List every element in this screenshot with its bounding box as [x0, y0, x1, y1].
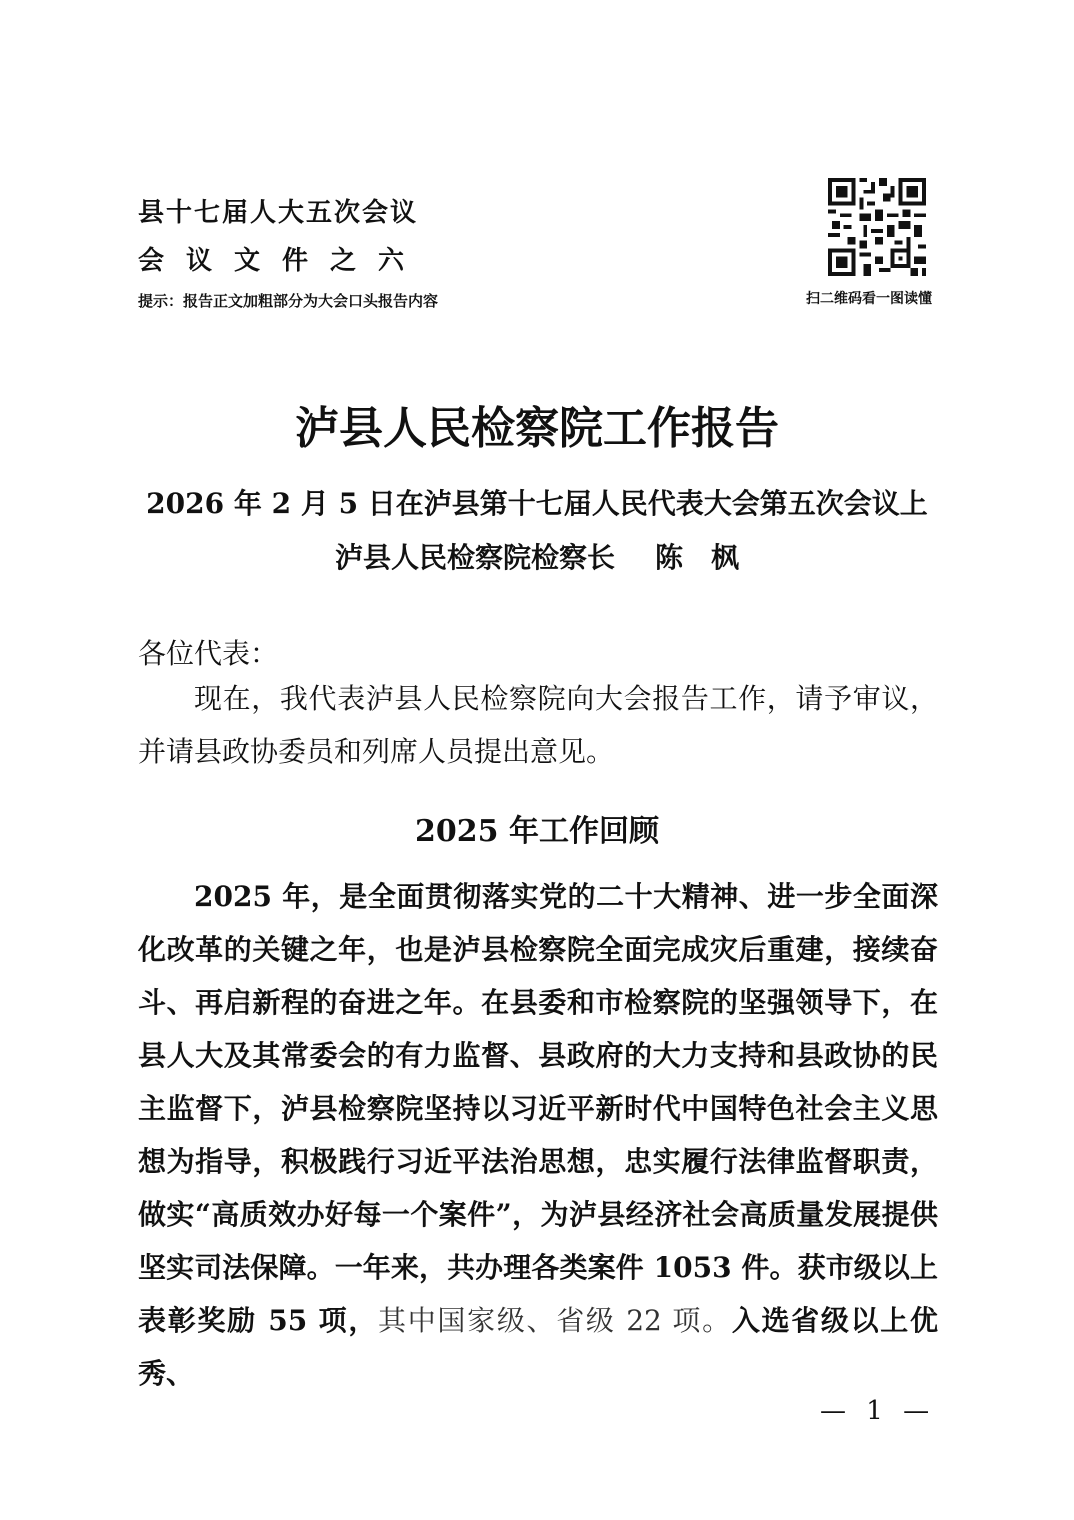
author-role: 泸县人民检察院检察长	[334, 541, 615, 574]
intro-paragraph: 现在，我代表泸县人民检察院向大会报告工作，请予审议，并请县政协委员和列席人员提出意见。	[138, 682, 938, 768]
body-paragraph	[138, 870, 938, 1400]
body-plain-text: 其中国家级、省级 22 项。	[378, 1304, 732, 1337]
qr-code-icon[interactable]	[828, 178, 926, 276]
page-number: — 1 —	[820, 1396, 936, 1426]
salutation: 各位代表：	[138, 637, 279, 670]
qr-caption: 扫二维码看一图读懂	[806, 291, 932, 307]
author-name: 陈 枫	[655, 541, 740, 574]
reading-hint: 提示：报告正文加粗部分为大会口头报告内容	[138, 292, 439, 310]
document-number-label: 会议文件之六	[138, 246, 427, 276]
section-heading: 2025 年工作回顾	[415, 814, 659, 849]
report-occasion: 2026 年 2 月 5 日在泸县第十七届人民代表大会第五次会议上	[146, 487, 928, 520]
report-title: 泸县人民检察院工作报告	[295, 403, 779, 454]
body-bold-text: 2025 年，是全面贯彻落实党的二十大精神、进一步全面深化改革的关键之年，也是泸县检察院全面完成灾后重建，接续奋斗、再启新程的奋进之年。在县委和市检察院的坚强领导下，在县人大及其常委会的有力监督、县政府的大力支持和县政协的民主监督下，泸县检察院坚持以习近平新时代中国特色社会主义思想为指导，积极践行习近平法治思想，忠实履行法律监督职责，做实“高质效办好每一个案件”，为泸县经济社会高质量发展提供坚实司法保障。一年来，共办理各类案件 1053 件。获市级以上表彰奖励 55 项，	[138, 880, 938, 1337]
report-author-line	[0, 536, 1074, 576]
meeting-session-label: 县十七届人大五次会议	[138, 198, 419, 228]
body-bold-tail: 入选省级以上优秀、	[138, 1304, 938, 1390]
